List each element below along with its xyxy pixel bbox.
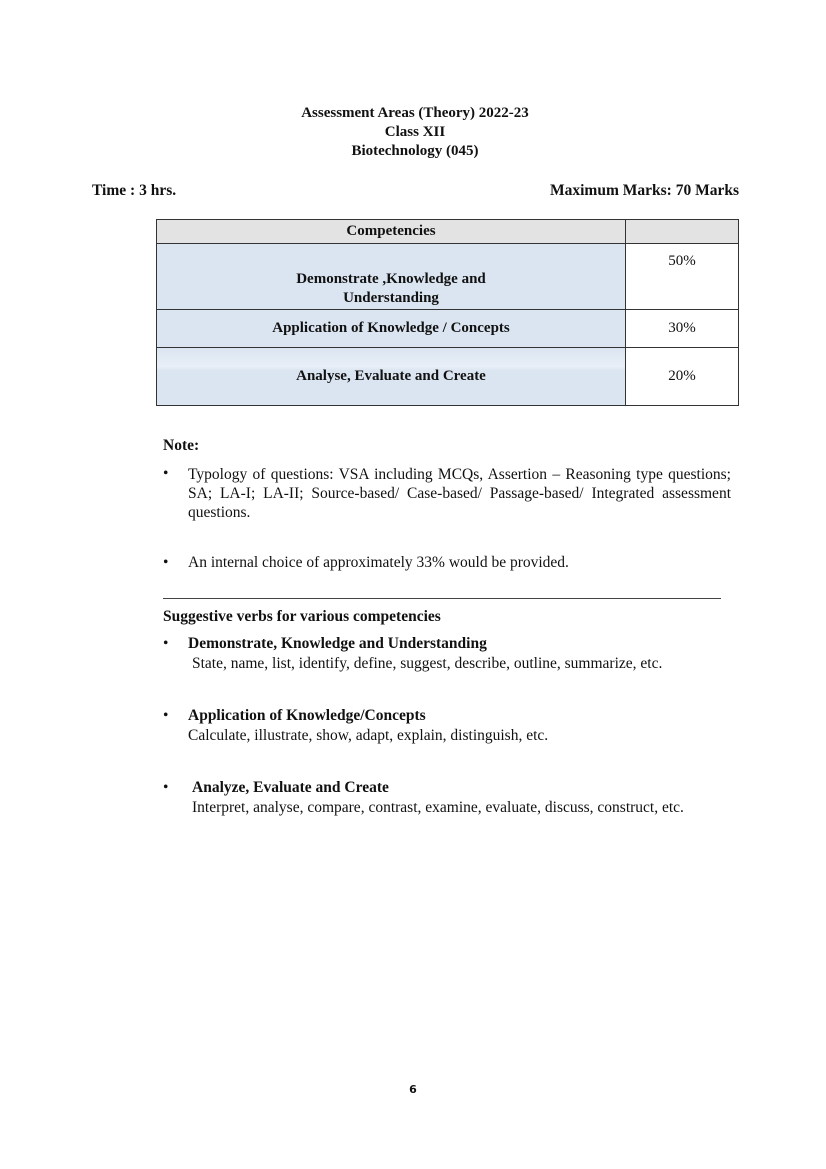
verb-group-demonstrate — [163, 635, 743, 679]
bullet-icon: • — [163, 554, 169, 571]
subject-label: Biotechnology (045) — [351, 143, 479, 159]
time-duration: Time : 3 hrs. — [92, 182, 177, 199]
verb-group-verbs: Interpret, analyse, compare, contrast, examine, evaluate, discuss, construct, etc. — [192, 799, 684, 816]
verb-group-title: Application of Knowledge/Concepts — [188, 707, 426, 724]
bullet-icon: • — [163, 465, 169, 482]
title-block — [0, 104, 826, 161]
suggestive-verbs-heading: Suggestive verbs for various competencies — [163, 608, 441, 625]
competency-cell: Application of Knowledge / Concepts — [157, 310, 626, 348]
weight-cell: 30% — [626, 310, 739, 348]
class-label: Class XII — [384, 124, 446, 140]
note-bullet-choice — [163, 554, 731, 576]
note-bullet-text: Typology of questions: VSA including MCQs, Assertion – Reasoning type questions; SA; LA-I; LA-II; Source-based/ Case-based/ Passage-based/ Integrated assessment questions. — [188, 466, 731, 521]
verb-group-title: Analyze, Evaluate and Create — [192, 779, 389, 796]
competency-cell — [157, 244, 626, 310]
competency-cell: Analyse, Evaluate and Create — [157, 348, 626, 406]
verb-group-title: Demonstrate, Knowledge and Understanding — [188, 635, 487, 652]
verb-group-analyze — [163, 779, 743, 823]
competency-label-line1: Demonstrate ,Knowledge and — [296, 271, 486, 287]
table-row — [157, 348, 739, 406]
weight-cell: 50% — [626, 244, 739, 310]
document-title: Assessment Areas (Theory) 2022-23 — [301, 105, 529, 121]
competency-label-line2: Understanding — [343, 290, 439, 306]
maximum-marks: Maximum Marks: 70 Marks — [550, 182, 739, 199]
table-header-row — [157, 220, 739, 244]
table-row — [157, 310, 739, 348]
verb-group-verbs: State, name, list, identify, define, suggest, describe, outline, summarize, etc. — [192, 655, 663, 672]
note-heading: Note: — [163, 437, 200, 454]
header-competencies: Competencies — [157, 220, 626, 244]
note-bullet-text: An internal choice of approximately 33% would be provided. — [188, 554, 569, 571]
bullet-icon: • — [163, 779, 169, 796]
exam-info-row — [92, 182, 739, 202]
verb-group-verbs: Calculate, illustrate, show, adapt, explain, distinguish, etc. — [188, 727, 549, 744]
page-number: 6 — [409, 1083, 417, 1096]
note-bullet-typology — [163, 465, 731, 525]
section-divider — [163, 598, 721, 599]
verb-group-application — [163, 707, 743, 751]
weight-cell: 20% — [626, 348, 739, 406]
header-weightage — [626, 220, 739, 244]
table-row — [157, 244, 739, 310]
bullet-icon: • — [163, 707, 169, 724]
bullet-icon: • — [163, 635, 169, 652]
competency-table — [156, 219, 739, 406]
